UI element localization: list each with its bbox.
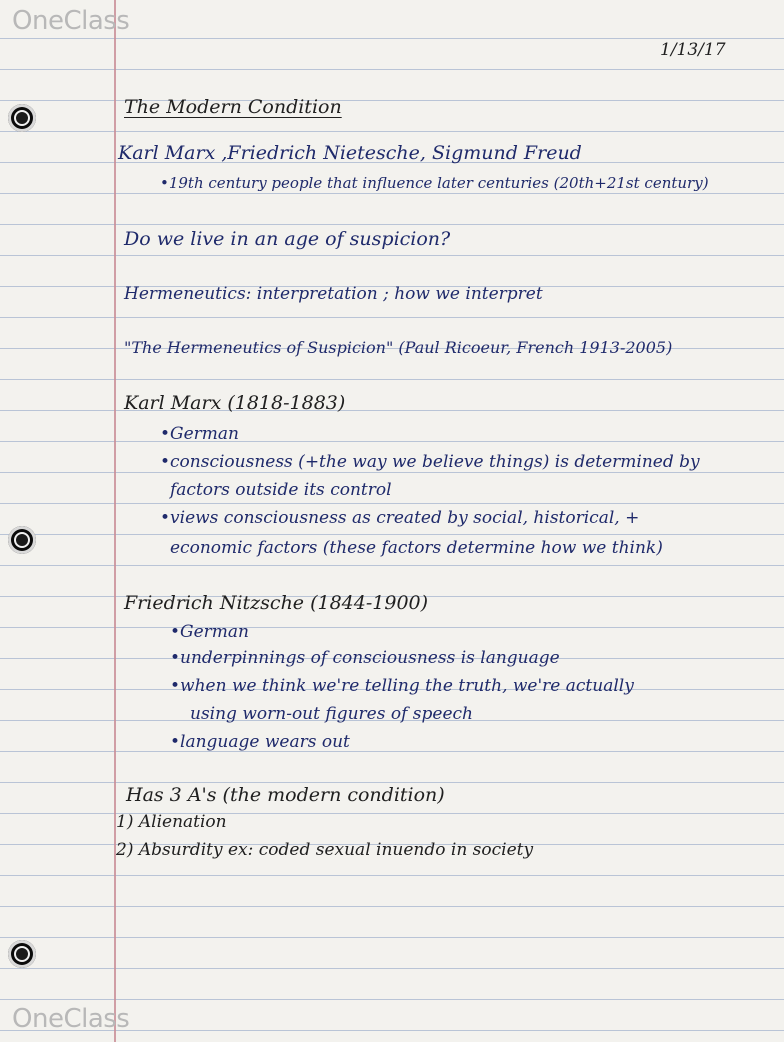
note-line: •German: [170, 622, 249, 642]
note-line: economic factors (these factors determine how we think): [170, 538, 663, 558]
note-line: factors outside its control: [170, 480, 392, 500]
note-line: •consciousness (+the way we believe things) is determined by: [160, 452, 700, 472]
note-line: Do we live in an age of suspicion?: [124, 228, 451, 250]
note-line: Hermeneutics: interpretation ; how we interpret: [124, 284, 543, 304]
note-line: "The Hermeneutics of Suspicion" (Paul Ricoeur, French 1913-2005): [124, 338, 673, 357]
note-line: 1) Alienation: [116, 812, 227, 832]
note-line: using worn-out figures of speech: [190, 704, 473, 724]
note-line: •underpinnings of consciousness is language: [170, 648, 560, 668]
binder-hole-bottom: [8, 940, 36, 968]
note-line: 2) Absurdity ex: coded sexual inuendo in society: [116, 840, 534, 860]
note-line: Karl Marx (1818-1883): [124, 392, 346, 414]
binder-hole-top: [8, 104, 36, 132]
note-line: Friedrich Nitzsche (1844-1900): [124, 592, 429, 614]
note-line: Has 3 A's (the modern condition): [126, 784, 445, 806]
note-line: •19th century people that influence later centuries (20th+21st century): [160, 174, 709, 192]
oneclass-logo-top: OneClass: [12, 6, 130, 36]
note-line: •German: [160, 424, 239, 444]
note-line: •views consciousness as created by social, historical, +: [160, 508, 640, 528]
note-line: •when we think we're telling the truth, we're actually: [170, 676, 634, 696]
note-line: Karl Marx ,Friedrich Nietesche, Sigmund Freud: [118, 142, 582, 164]
binder-hole-middle: [8, 526, 36, 554]
note-date: 1/13/17: [660, 40, 726, 60]
margin-line: [114, 0, 116, 1042]
note-line: •language wears out: [170, 732, 350, 752]
oneclass-logo-bottom: OneClass: [12, 1004, 130, 1034]
note-title: The Modern Condition: [124, 96, 342, 118]
